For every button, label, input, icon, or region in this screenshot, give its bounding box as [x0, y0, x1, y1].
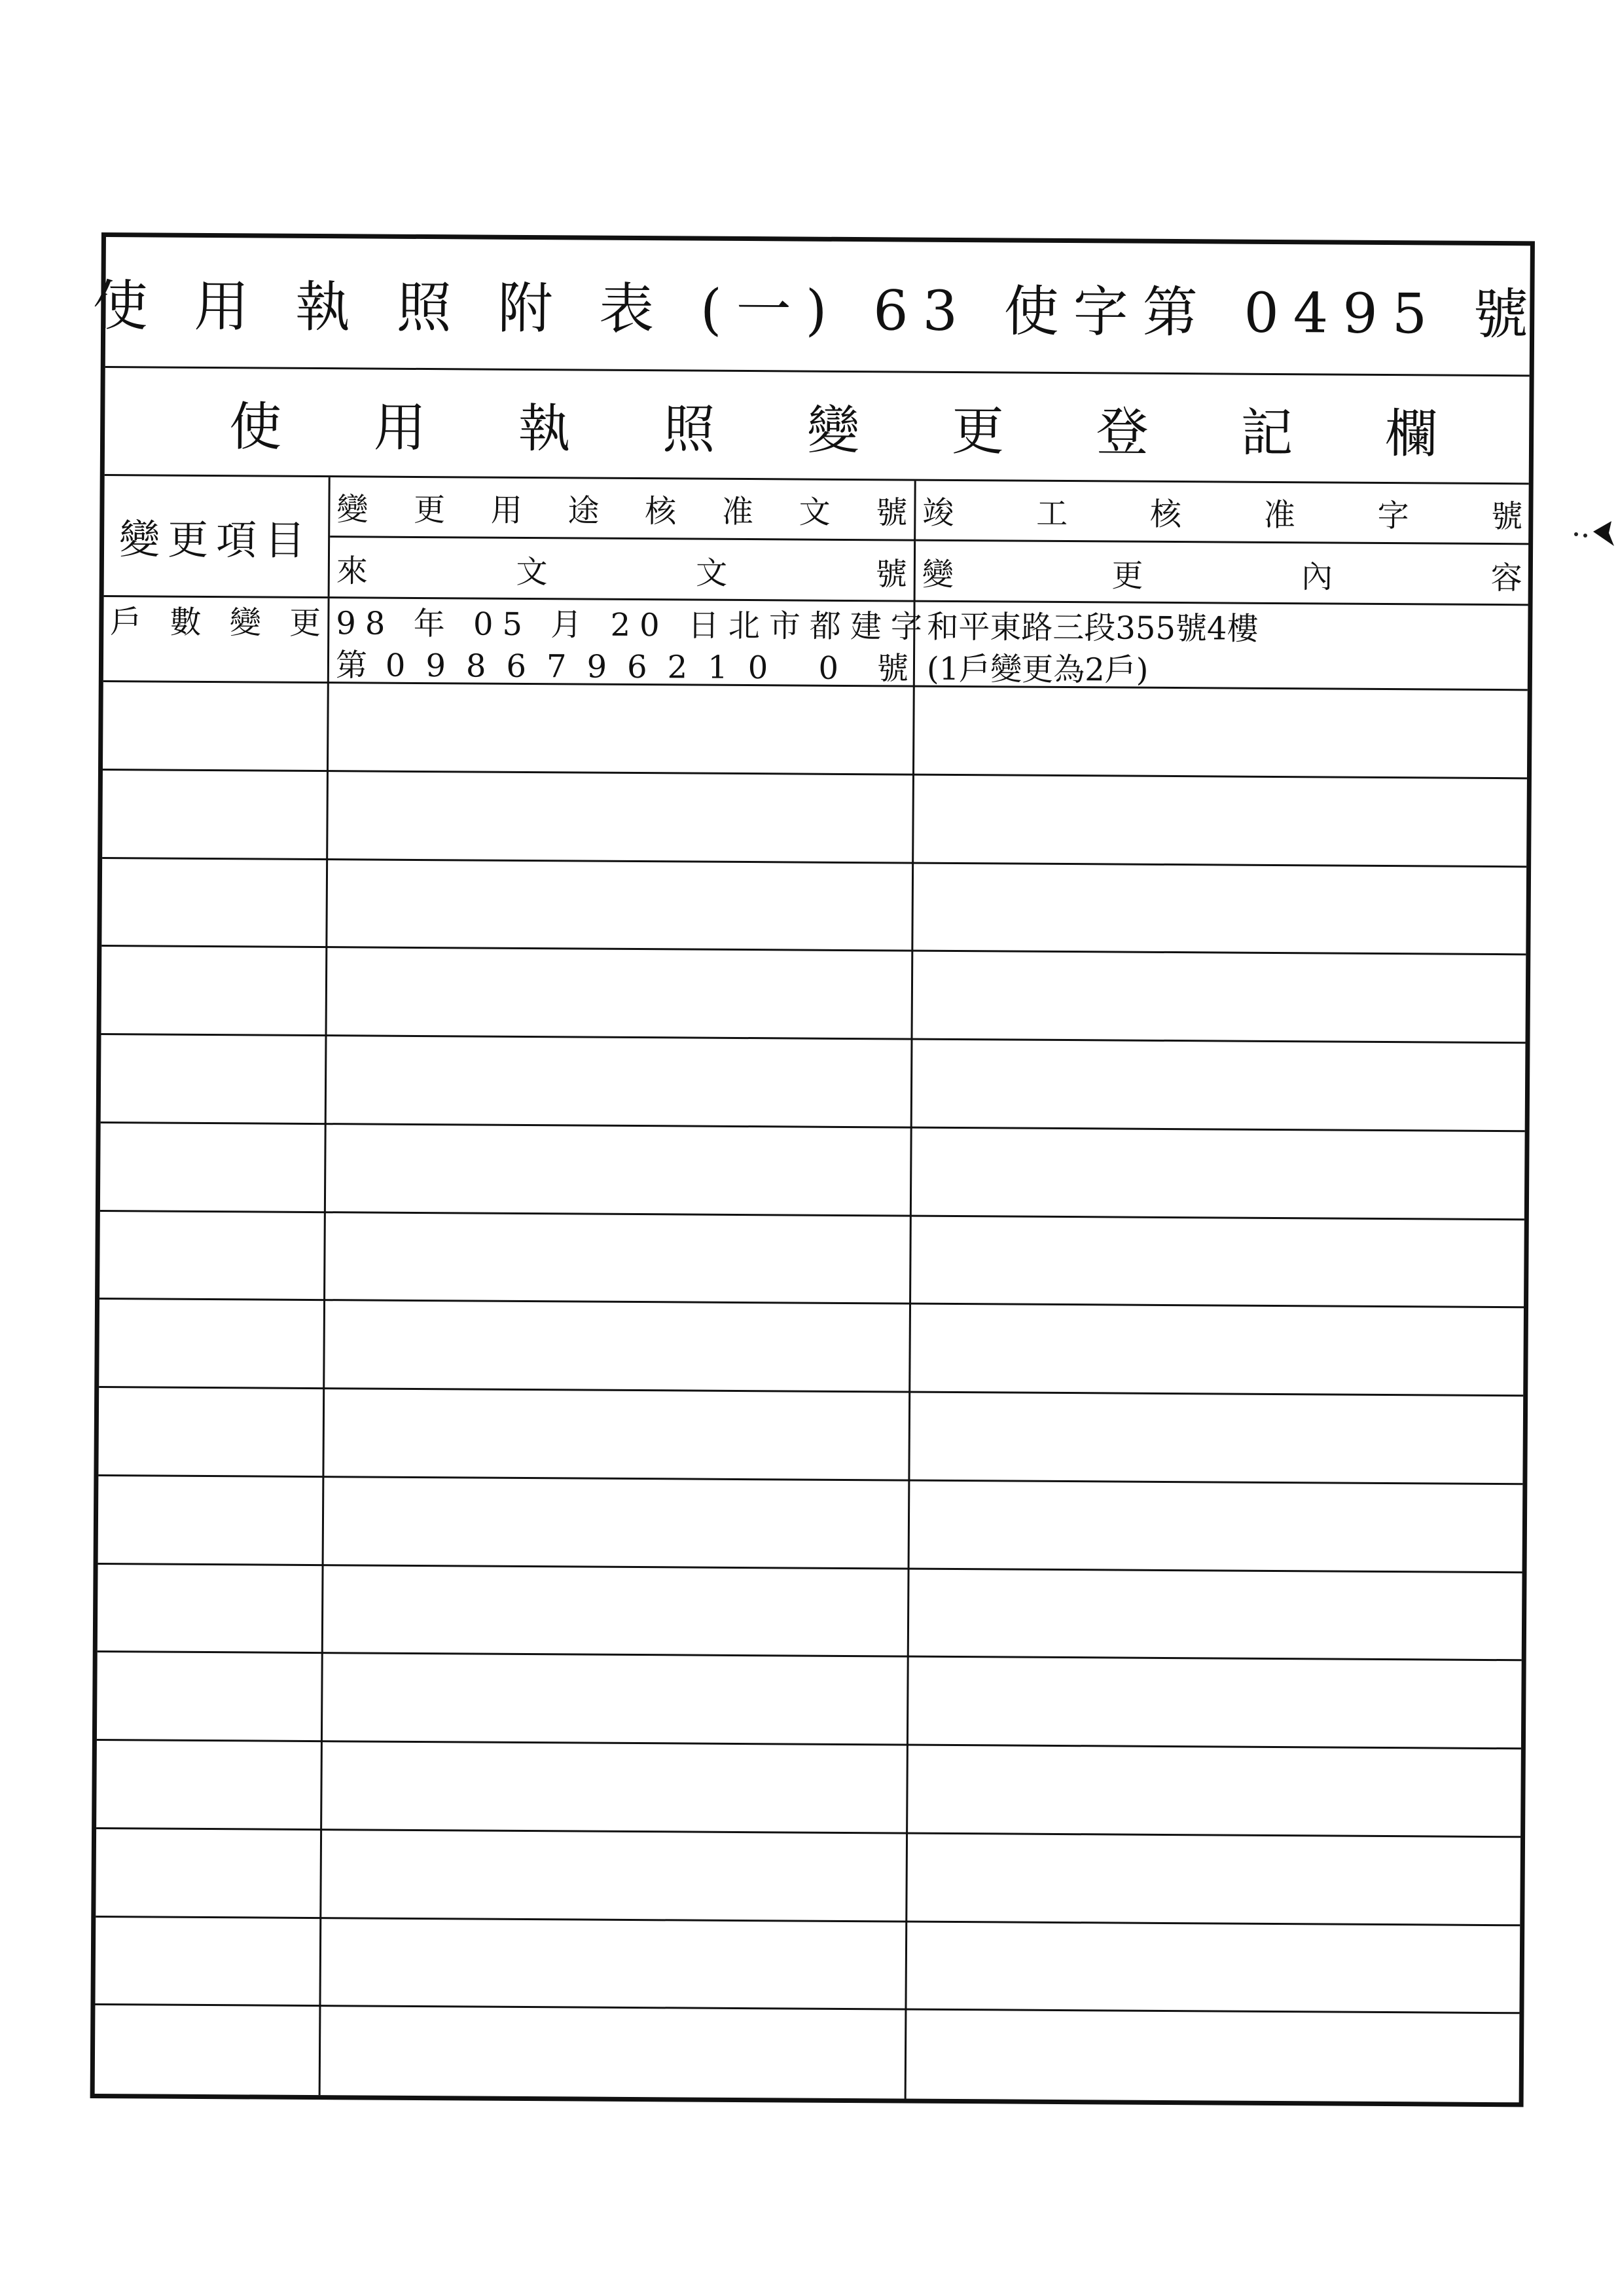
- header-char: 文: [799, 494, 831, 531]
- header-char: 竣: [922, 494, 954, 532]
- header-char: 文: [516, 553, 548, 591]
- header-char: 號: [875, 556, 907, 593]
- header-char: 號: [876, 494, 908, 532]
- section-title-char: 使: [228, 395, 282, 458]
- header-char: 文: [695, 555, 728, 592]
- table-row: [101, 947, 1526, 1044]
- table-row: [98, 1565, 1522, 1662]
- table-body: [95, 597, 1528, 2102]
- header-change-item: 變更項目: [104, 476, 331, 596]
- header-char: 工: [1036, 495, 1068, 533]
- header-completion-no: [916, 481, 1530, 545]
- table-row: [102, 771, 1527, 867]
- table-row: [98, 1476, 1523, 1573]
- table-row: [95, 1917, 1520, 2014]
- page-title: 使 用 執 照 附 表 (一) 63 使字第 0495 號: [105, 237, 1530, 376]
- table-row: [99, 1300, 1524, 1396]
- section-title-char: 用: [373, 397, 427, 458]
- table-row: [103, 597, 1528, 691]
- header-char: 更: [413, 491, 446, 529]
- header-char: 用: [490, 492, 523, 529]
- table-row: [95, 2005, 1520, 2102]
- table-header: [104, 476, 1529, 606]
- header-change-content: [916, 541, 1530, 606]
- cell-change-content: 和平東路三段355號4樓 (1戶變更為2戶): [926, 608, 1259, 689]
- section-title-char: 變: [806, 399, 860, 461]
- header-char: 內: [1301, 558, 1333, 596]
- table-row: [97, 1652, 1522, 1749]
- section-title-char: 登: [1096, 401, 1149, 463]
- header-char: 容: [1490, 559, 1522, 597]
- cell-change-item: 戶 數 變 更: [110, 604, 331, 642]
- header-char: 更: [1111, 557, 1143, 594]
- section-title-char: 記: [1240, 402, 1293, 464]
- header-char: 核: [645, 493, 677, 530]
- table-row: [103, 682, 1528, 779]
- registration-form: [90, 232, 1543, 2107]
- arrow-marker-icon: [1571, 517, 1617, 556]
- section-title-char: 欄: [1384, 403, 1438, 464]
- header-char: 途: [567, 492, 600, 530]
- header-char: 字: [1377, 497, 1409, 535]
- header-char: 號: [1491, 498, 1523, 536]
- header-char: 變: [336, 491, 369, 528]
- header-char: 准: [721, 493, 754, 531]
- table-row: [100, 1123, 1525, 1220]
- table-row: [101, 859, 1526, 956]
- cell-doc-no: 98 年 05 月 20 日北市都建字 第 0986796210 0 號: [335, 605, 932, 687]
- section-title-char: 執: [518, 397, 571, 459]
- section-title: [105, 368, 1530, 484]
- table-row: [98, 1388, 1523, 1485]
- header-char: 核: [1149, 496, 1182, 534]
- header-char: 來: [336, 553, 369, 590]
- header-incoming-doc-no: [330, 538, 916, 602]
- table-row: [99, 1212, 1524, 1309]
- header-approval-no: [330, 477, 916, 541]
- header-char: 准: [1263, 496, 1295, 534]
- table-row: [101, 1035, 1526, 1132]
- header-char: 變: [922, 556, 954, 593]
- table-row: [96, 1829, 1520, 1926]
- section-title-char: 照: [662, 398, 715, 460]
- table-row: [96, 1741, 1521, 1838]
- section-title-char: 更: [951, 400, 1005, 462]
